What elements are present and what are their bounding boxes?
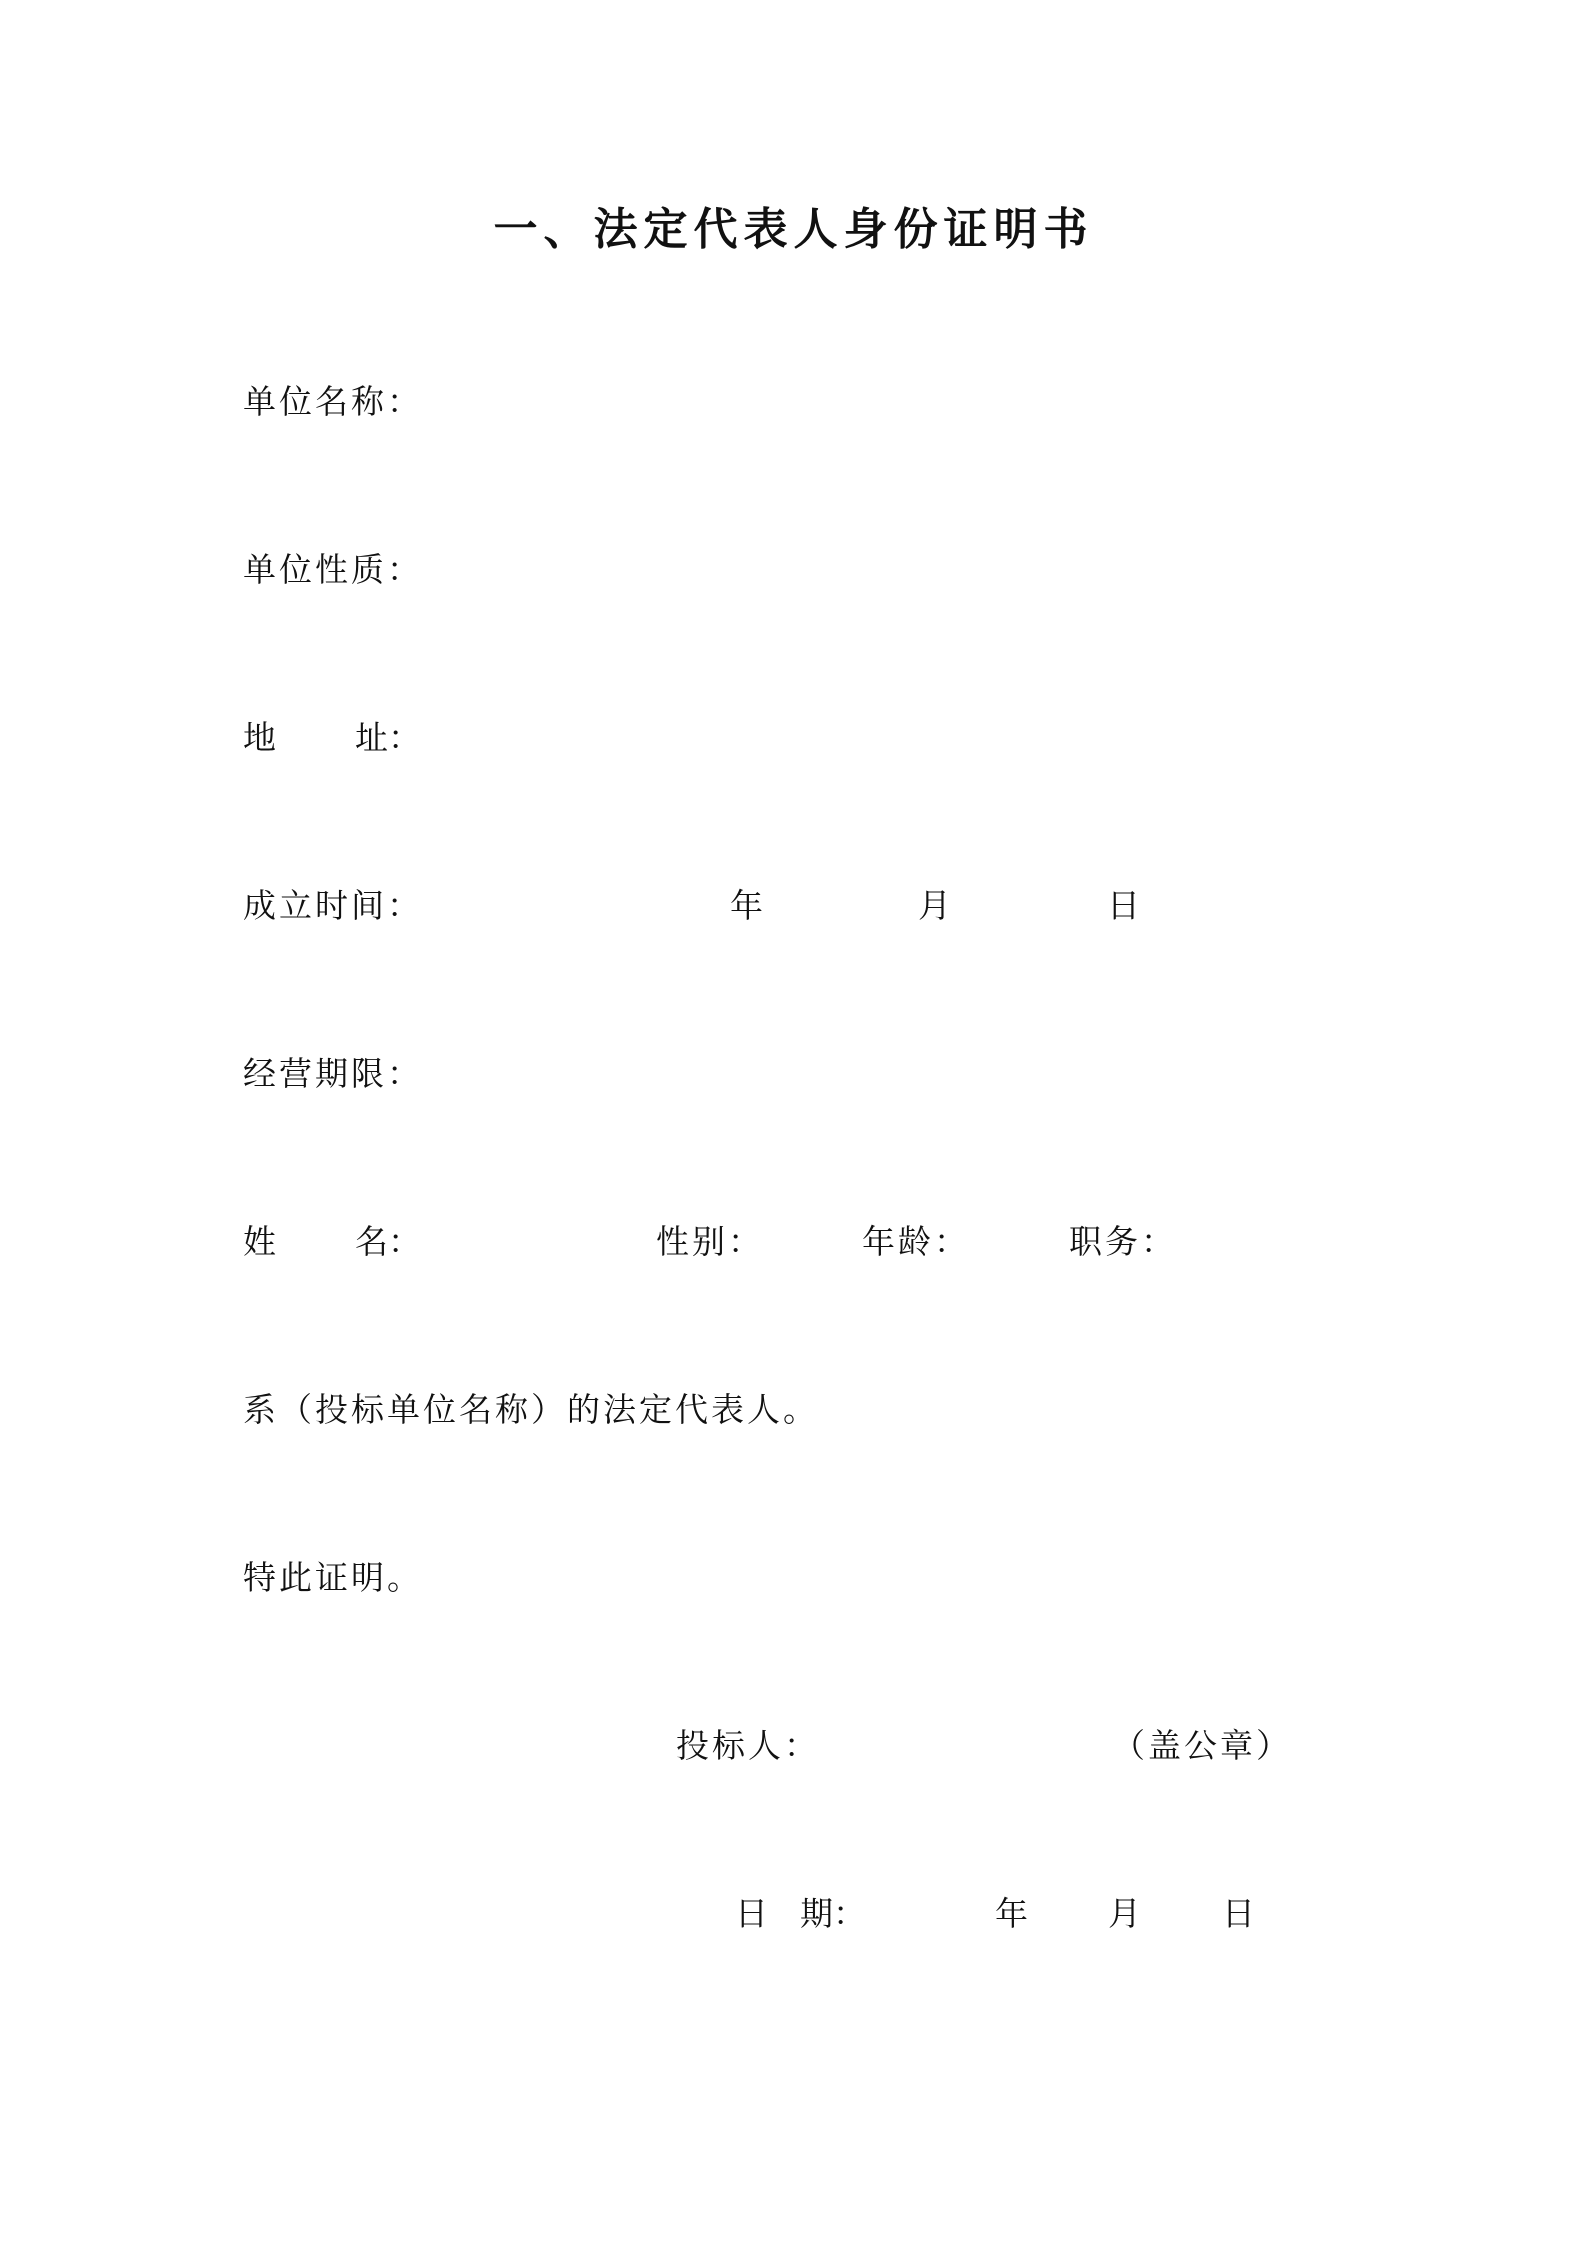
address-label-char1: 地 <box>243 718 276 757</box>
age-label: 年龄： <box>862 1222 970 1261</box>
business-term-label: 经营期限： <box>243 1054 423 1093</box>
signature-date-day: 日 <box>1222 1894 1258 1933</box>
unit-nature-label: 单位性质： <box>243 550 423 589</box>
established-label: 成立时间： <box>243 886 423 925</box>
page-title: 一、法定代表人身份证明书 <box>493 204 1094 255</box>
established-year: 年 <box>730 886 766 925</box>
signature-date-label-char2: 期： <box>800 1894 866 1933</box>
address-label-char2: 址： <box>355 718 421 757</box>
name-label-char2: 名： <box>355 1222 421 1261</box>
signature-date-year: 年 <box>995 1894 1031 1933</box>
gender-label: 性别： <box>656 1222 764 1261</box>
signature-date-month: 月 <box>1108 1894 1144 1933</box>
seal-note: （盖公章） <box>1112 1726 1292 1765</box>
statement-line: 系（投标单位名称）的法定代表人。 <box>243 1390 819 1429</box>
certify-line: 特此证明。 <box>243 1558 423 1597</box>
signature-date-label-char1: 日 <box>735 1894 768 1933</box>
signature-date-label <box>735 1892 866 1936</box>
established-day: 日 <box>1107 886 1143 925</box>
unit-name-label: 单位名称： <box>243 382 423 421</box>
bidder-label: 投标人： <box>676 1726 820 1765</box>
established-month: 月 <box>918 886 954 925</box>
name-label-char1: 姓 <box>243 1222 276 1261</box>
position-label: 职务： <box>1069 1222 1177 1261</box>
